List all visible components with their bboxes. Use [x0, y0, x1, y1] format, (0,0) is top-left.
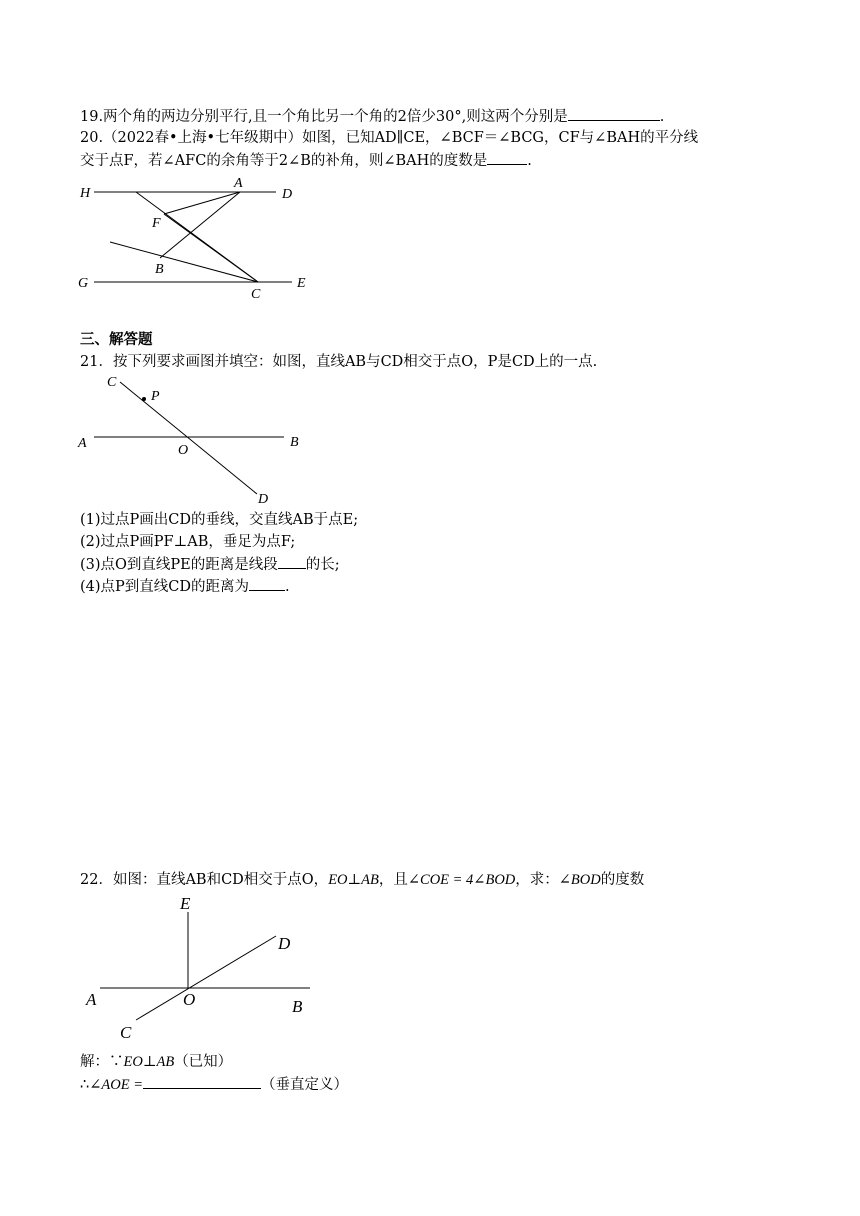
answer-blank-21-3[interactable] [278, 554, 306, 569]
label-A: A [78, 436, 87, 451]
item-2-text: (2)过点P画PF⊥AB，垂足为点F; [80, 534, 296, 550]
label-C: C [107, 375, 117, 390]
solution-line-2 [80, 1074, 348, 1095]
question-21-item-4 [80, 576, 290, 597]
segment-ab [160, 192, 240, 258]
solution-prefix: 解：∵ [80, 1054, 124, 1070]
question-22-stem [80, 870, 644, 890]
label-O: O [178, 443, 189, 458]
question-21-item-2 [80, 532, 295, 552]
question-20-line-1 [80, 128, 698, 148]
line-cd [136, 936, 276, 1020]
solution-math: EO⊥AB [123, 1054, 175, 1070]
label-B: B [292, 997, 303, 1016]
answer-blank-20[interactable] [487, 150, 527, 165]
q22-math-3: ∠BOD [558, 872, 601, 888]
section-title [80, 330, 153, 350]
q22-text-a: 22．如图：直线AB和CD相交于点O， [80, 872, 329, 888]
q22-text-c: ，求： [515, 872, 559, 888]
label-A: A [234, 176, 243, 191]
question-19-text: 19.两个角的两边分别平行,且一个角比另一个角的2倍少30°,则这两个分别是 [80, 109, 568, 125]
question-19-end: . [659, 109, 665, 125]
therefore-math: ∠AOE = [89, 1077, 143, 1093]
label-B: B [290, 435, 299, 450]
item-3-text-b: 的长; [305, 557, 340, 573]
therefore-symbol: ∴ [80, 1077, 90, 1093]
segment-af [164, 192, 240, 214]
q22-math-1: EO⊥AB [328, 872, 379, 888]
question-19 [80, 106, 664, 127]
figure-q22 [80, 892, 340, 1052]
question-20-text-1: 20.（2022春•上海•七年级期中）如图，已知AD∥CE，∠BCF＝∠BCG，CF与∠BAH的平分线 [80, 130, 699, 146]
label-C: C [251, 287, 261, 302]
q22-text-b: ，且 [378, 872, 408, 888]
solution-reason: （已知） [174, 1054, 233, 1070]
therefore-reason: （垂直定义） [260, 1077, 348, 1093]
question-21-text: 21．按下列要求画图并填空：如图，直线AB与CD相交于点O，P是CD上的一点. [80, 354, 598, 370]
label-D: D [258, 492, 269, 507]
label-E: E [297, 276, 306, 291]
label-F: F [152, 216, 161, 231]
segment-fc [164, 214, 258, 282]
label-D: D [282, 187, 293, 202]
label-P: P [151, 389, 160, 404]
figure-q20 [70, 172, 330, 302]
label-A: A [86, 990, 97, 1009]
q22-math-2: ∠COE = 4∠BOD [407, 872, 516, 888]
item-4-text-a: (4)点P到直线CD的距离为 [80, 579, 250, 595]
label-H: H [80, 186, 91, 201]
label-G: G [78, 276, 89, 291]
answer-blank-19[interactable] [568, 106, 660, 121]
question-20-end: . [527, 153, 532, 169]
answer-blank-22[interactable] [143, 1074, 261, 1089]
figure-q21 [72, 372, 312, 507]
item-1-text: (1)过点P画出CD的垂线，交直线AB于点E; [80, 512, 359, 528]
point-p [142, 397, 146, 401]
question-21-item-1 [80, 510, 358, 530]
answer-blank-21-4[interactable] [249, 576, 285, 591]
label-O: O [183, 990, 196, 1009]
question-20-line-2 [80, 150, 532, 171]
line-cd [120, 382, 257, 494]
label-D: D [278, 934, 291, 953]
ray-cb [110, 242, 258, 282]
question-20-text-2: 交于点F，若∠AFC的余角等于2∠B的补角，则∠BAH的度数是 [80, 153, 488, 169]
question-21-stem [80, 352, 597, 372]
label-E: E [180, 894, 191, 913]
item-3-text-a: (3)点O到直线PE的距离是线段 [80, 557, 278, 573]
question-21-item-3 [80, 554, 340, 575]
section-title-text: 三、解答题 [80, 332, 153, 348]
q22-text-d: 的度数 [600, 872, 645, 888]
label-C: C [120, 1023, 132, 1042]
item-4-text-b: . [285, 579, 290, 595]
solution-line-1 [80, 1052, 232, 1072]
label-B: B [155, 262, 164, 277]
